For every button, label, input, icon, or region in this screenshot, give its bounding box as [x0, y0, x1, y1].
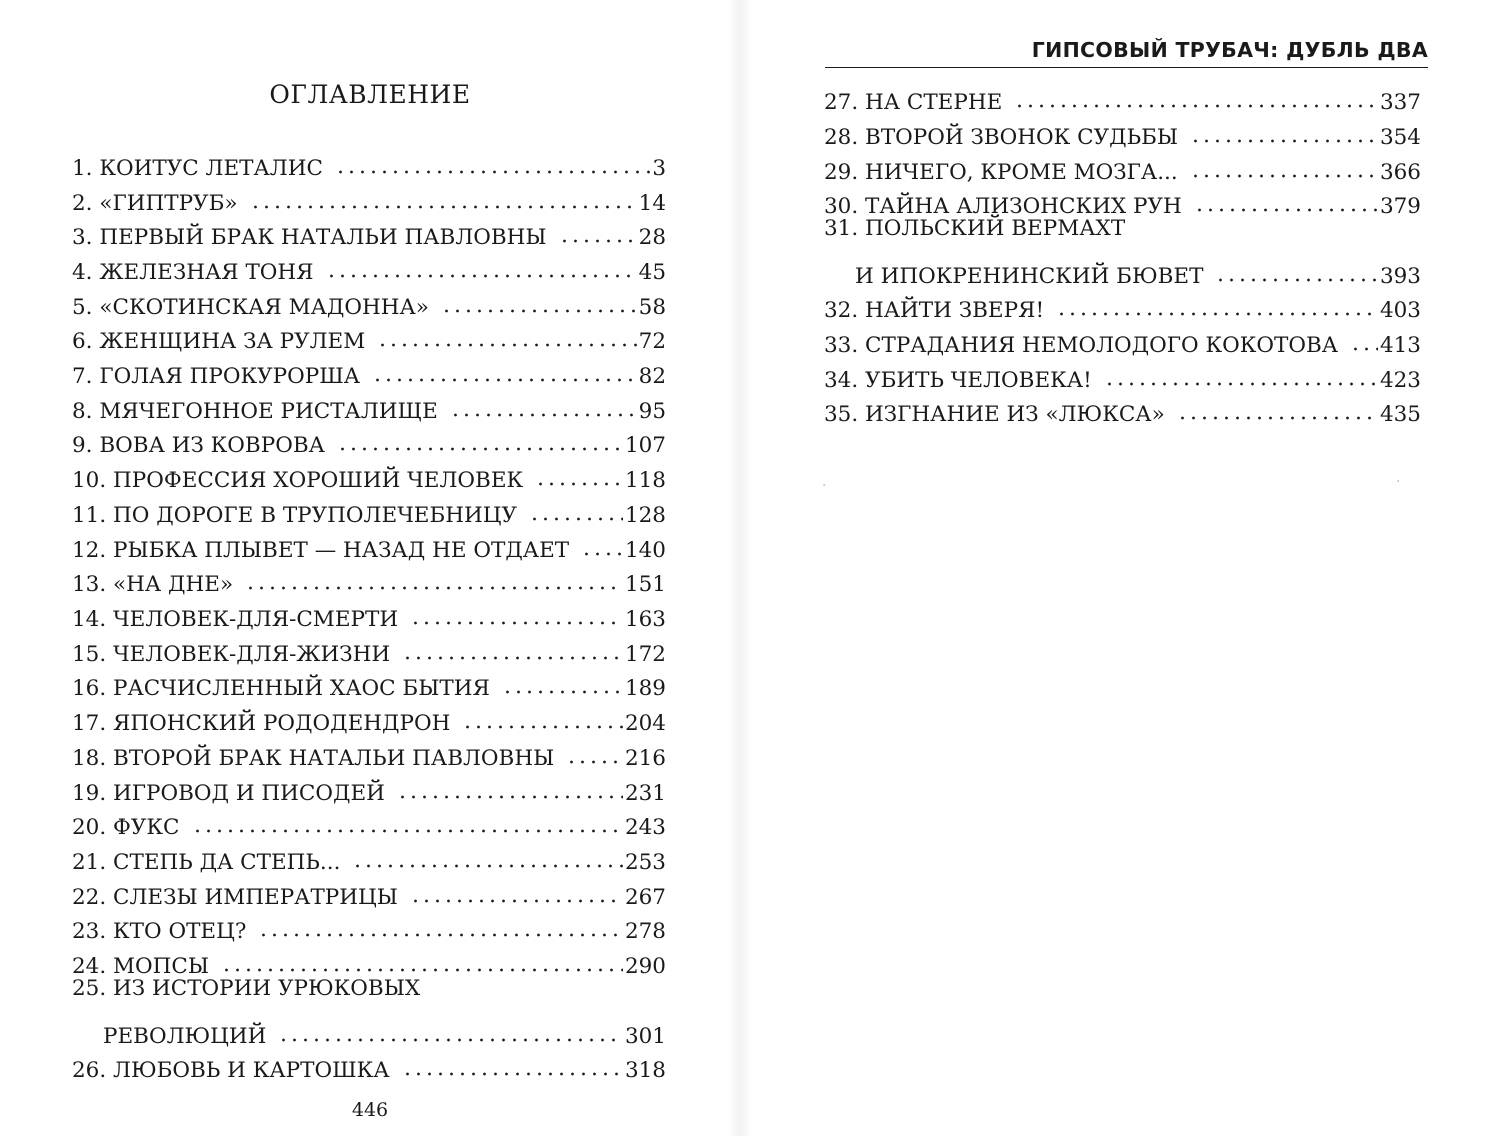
toc-entry-title: 9. ВОВА ИЗ КОВРОВА	[72, 432, 325, 458]
toc-entry-page: 128	[624, 502, 666, 528]
toc-entry-title: 12. РЫБКА ПЛЫВЕТ — НАЗАД НЕ ОТДАЕТ	[72, 537, 570, 563]
dot-leader	[192, 818, 623, 834]
toc-entry-line-1	[824, 218, 1421, 252]
toc-entry	[72, 180, 666, 214]
toc-entry-title: 1. КОИТУС ЛЕТАЛИС	[72, 155, 323, 181]
toc-entry-page: 337	[1379, 89, 1421, 115]
toc-entry	[824, 183, 1421, 217]
dot-leader	[250, 194, 637, 210]
toc-entry-page: 163	[624, 606, 666, 632]
toc-entry-line-2	[72, 1013, 666, 1047]
toc-entry	[72, 804, 666, 838]
toc-entry-page: 231	[624, 780, 666, 806]
toc-entry-page: 82	[638, 363, 666, 389]
scan-speck: ·	[822, 478, 827, 494]
dot-leader	[502, 679, 623, 695]
toc-entry	[72, 874, 666, 908]
dot-leader	[221, 957, 623, 973]
dot-leader	[372, 367, 637, 383]
toc-entry	[72, 249, 666, 283]
toc-entry	[72, 700, 666, 734]
dot-leader	[410, 610, 623, 626]
toc-entry-title: РЕВОЛЮЦИЙ	[103, 1023, 267, 1049]
toc-entry-page: 318	[624, 1057, 666, 1083]
toc-entry-title: 24. МОПСЫ	[72, 953, 210, 979]
toc-entry	[72, 770, 666, 804]
toc-entry-title: 28. ВТОРОЙ ЗВОНОК СУДЬБЫ	[824, 124, 1179, 150]
toc-entry-title: 17. ЯПОНСКИЙ РОДОДЕНДРОН	[72, 710, 451, 736]
toc-entry-title: 35. ИЗГНАНИЕ ИЗ «ЛЮКСА»	[824, 401, 1165, 427]
toc-entry	[72, 527, 666, 561]
toc-entry-title: 34. УБИТЬ ЧЕЛОВЕКА!	[824, 367, 1092, 393]
dot-leader	[566, 749, 623, 765]
toc-entry-page: 58	[638, 294, 666, 320]
dot-leader	[245, 575, 623, 591]
toc-entry	[72, 388, 666, 422]
toc-entry	[72, 318, 666, 352]
dot-leader	[337, 436, 623, 452]
toc-entry-page: 14	[638, 190, 666, 216]
toc-entry	[72, 284, 666, 318]
toc-entry-page: 28	[638, 224, 666, 250]
scan-speck: ·	[1396, 474, 1401, 490]
toc-entry-title: 4. ЖЕЛЕЗНАЯ ТОНЯ	[72, 259, 314, 285]
toc-entry-page: 393	[1379, 263, 1421, 289]
toc-entry-title: 20. ФУКС	[72, 814, 180, 840]
dot-leader	[1056, 301, 1378, 317]
toc-entry	[72, 908, 666, 942]
toc-entry-title: 33. СТРАДАНИЯ НЕМОЛОДОГО КОКОТОВА	[824, 332, 1339, 358]
toc-entry-page: 366	[1379, 159, 1421, 185]
toc-entry-title: 6. ЖЕНЩИНА ЗА РУЛЕМ	[72, 328, 366, 354]
toc-entry	[824, 357, 1421, 391]
toc-entry-page: 107	[624, 432, 666, 458]
toc-entry-title: 21. СТЕПЬ ДА СТЕПЬ...	[72, 849, 341, 875]
toc-entry-page: 435	[1379, 401, 1421, 427]
dot-leader	[402, 645, 623, 661]
dot-leader	[559, 228, 637, 244]
dot-leader	[1190, 163, 1378, 179]
toc-entry-title: 10. ПРОФЕССИЯ ХОРОШИЙ ЧЕЛОВЕК	[72, 467, 524, 493]
toc-entry-title: 22. СЛЕЗЫ ИМПЕРАТРИЦЫ	[72, 884, 398, 910]
dot-leader	[335, 159, 650, 175]
toc-entry-title: 7. ГОЛАЯ ПРОКУРОРША	[72, 363, 361, 389]
toc-entry-title: 27. НА СТЕРНЕ	[824, 89, 1003, 115]
toc-entry-title: 30. ТАЙНА АЛИЗОНСКИХ РУН	[824, 193, 1182, 219]
toc-entry-page: 118	[624, 467, 666, 493]
toc-entry	[72, 1047, 666, 1081]
toc-entry-page: 290	[624, 953, 666, 979]
toc-entry	[72, 422, 666, 456]
toc-entry-page: 3	[652, 155, 666, 181]
toc-entry-title: 25. ИЗ ИСТОРИИ УРЮКОВЫХ	[72, 976, 421, 1001]
dot-leader	[462, 714, 623, 730]
toc-entry	[824, 322, 1421, 356]
dot-leader	[402, 1061, 623, 1077]
toc-entry-page: 278	[624, 918, 666, 944]
toc-entry-page: 301	[624, 1023, 666, 1049]
toc-entry	[72, 735, 666, 769]
toc-entry-page: 216	[624, 745, 666, 771]
dot-leader	[1350, 336, 1378, 352]
dot-leader	[441, 298, 637, 314]
toc-entry-page: 189	[624, 675, 666, 701]
toc-entry-title: 15. ЧЕЛОВЕК-ДЛЯ-ЖИЗНИ	[72, 641, 391, 667]
toc-entry-title: 23. КТО ОТЕЦ?	[72, 918, 247, 944]
toc-entry	[824, 79, 1421, 113]
toc-entry-page: 267	[624, 884, 666, 910]
toc-entry-page: 403	[1379, 297, 1421, 323]
toc-entry	[72, 943, 666, 977]
toc-entry-title: 8. МЯЧЕГОННОЕ РИСТАЛИЩЕ	[72, 398, 438, 424]
toc-entry-page: 45	[638, 259, 666, 285]
toc-entry	[824, 287, 1421, 321]
toc-entry-page: 140	[624, 537, 666, 563]
toc-entry-page: 243	[624, 814, 666, 840]
dot-leader	[352, 853, 623, 869]
dot-leader	[1194, 197, 1378, 213]
toc-entry	[824, 149, 1421, 183]
dot-leader	[326, 263, 637, 279]
dot-leader	[278, 1027, 623, 1043]
toc-entry-page: 354	[1379, 124, 1421, 150]
dot-leader	[1177, 405, 1378, 421]
toc-entry-page: 253	[624, 849, 666, 875]
toc-entry-title: 16. РАСЧИСЛЕННЫЙ ХАОС БЫТИЯ	[72, 675, 490, 701]
running-head: ГИПСОВЫЙ ТРУБАЧ: ДУБЛЬ ДВА	[1031, 38, 1428, 62]
dot-leader	[1215, 267, 1377, 283]
header-rule	[825, 67, 1428, 68]
toc-entry-title: 14. ЧЕЛОВЕК-ДЛЯ-СМЕРТИ	[72, 606, 399, 632]
toc-entry-page: 172	[624, 641, 666, 667]
toc-entry-title: 18. ВТОРОЙ БРАК НАТАЛЬИ ПАВЛОВНЫ	[72, 745, 555, 771]
toc-entry-page: 423	[1379, 367, 1421, 393]
toc-entry	[72, 665, 666, 699]
toc-entry-title: 13. «НА ДНЕ»	[72, 571, 234, 597]
toc-entry	[72, 145, 666, 179]
left-page	[0, 0, 740, 1136]
toc-entry-line-1	[72, 978, 666, 1012]
toc-entry-title: 29. НИЧЕГО, КРОМЕ МОЗГА...	[824, 159, 1178, 185]
dot-leader	[581, 541, 623, 557]
dot-leader	[377, 332, 636, 348]
toc-entry-title: 5. «СКОТИНСКАЯ МАДОННА»	[72, 294, 429, 320]
toc-entry-page: 95	[638, 398, 666, 424]
dot-leader	[1190, 128, 1378, 144]
toc-entry	[72, 596, 666, 630]
dot-leader	[397, 784, 623, 800]
toc-entry-page: 204	[624, 710, 666, 736]
toc-entry	[72, 839, 666, 873]
right-page	[740, 0, 1501, 1136]
toc-entry-title: 3. ПЕРВЫЙ БРАК НАТАЛЬИ ПАВЛОВНЫ	[72, 224, 547, 250]
toc-entry-line-2	[824, 253, 1421, 287]
toc-entry-title: 32. НАЙТИ ЗВЕРЯ!	[824, 297, 1045, 323]
toc-entry	[72, 631, 666, 665]
page-number: 446	[351, 1099, 389, 1121]
dot-leader	[1104, 371, 1378, 387]
dot-leader	[258, 922, 623, 938]
toc-entry-title: 19. ИГРОВОД И ПИСОДЕЙ	[72, 780, 385, 806]
toc-heading: ОГЛАВЛЕНИЕ	[269, 80, 471, 109]
toc-entry-page: 151	[624, 571, 666, 597]
toc-entry	[824, 391, 1421, 425]
toc-entry-page: 413	[1379, 332, 1421, 358]
toc-entry-title: 31. ПОЛЬСКИЙ ВЕРМАХТ	[824, 216, 1126, 241]
toc-entry	[72, 353, 666, 387]
toc-entry	[824, 114, 1421, 148]
toc-entry-title: 2. «ГИПТРУБ»	[72, 190, 238, 216]
toc-entry	[72, 492, 666, 526]
toc-entry-title: И ИПОКРЕНИНСКИЙ БЮВЕТ	[855, 263, 1204, 289]
dot-leader	[535, 471, 623, 487]
dot-leader	[1014, 93, 1378, 109]
dot-leader	[410, 888, 623, 904]
toc-entry	[72, 561, 666, 595]
toc-entry-title: 26. ЛЮБОВЬ И КАРТОШКА	[72, 1057, 390, 1083]
toc-entry-page: 72	[638, 328, 666, 354]
dot-leader	[450, 402, 637, 418]
toc-entry	[72, 457, 666, 491]
toc-entry-page: 379	[1379, 193, 1421, 219]
toc-entry	[72, 214, 666, 248]
toc-entry-title: 11. ПО ДОРОГЕ В ТРУПОЛЕЧЕБНИЦУ	[72, 502, 518, 528]
dot-leader	[529, 506, 623, 522]
